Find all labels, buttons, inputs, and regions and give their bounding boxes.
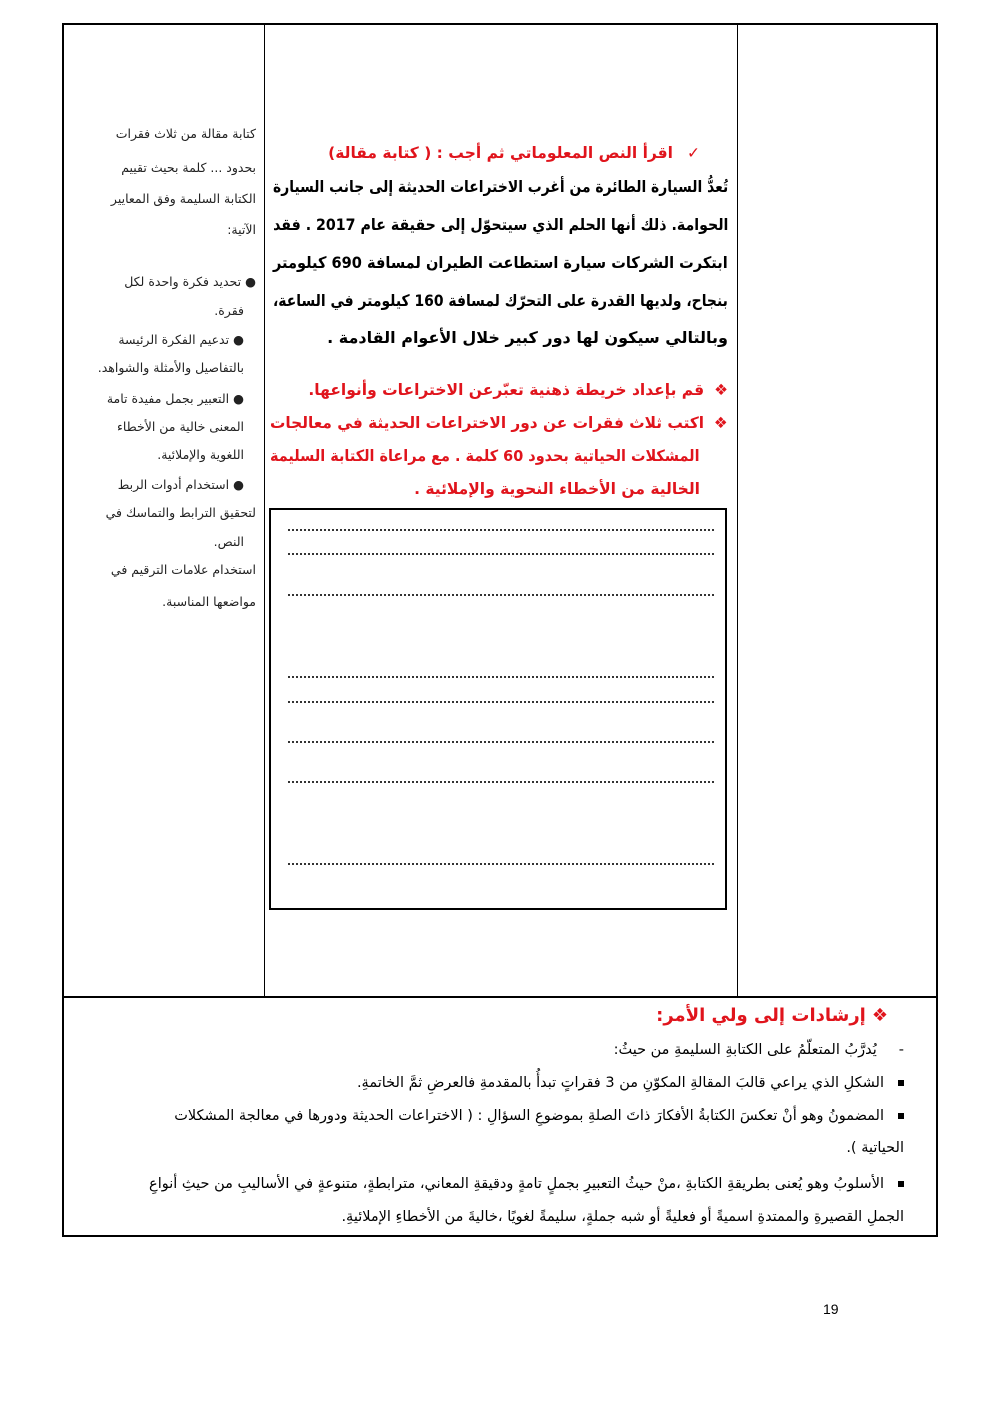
instruction-text: اكتب ثلاث فقرات عن دور الاختراعات الحديثة في معالجات	[270, 414, 705, 432]
passage-line: الحوامة. ذلك أنها الحلم الذي سيتحوّل إلى حقيقة عام 2017 . فقد	[272, 215, 728, 234]
guidance-item-text: المضمونُ وهو أنْ تعكسَ الكتابةُ الأفكارَ ذاتَ الصلةِ بموضوعِ السؤالِ : ( الاختراعات الحديثة ودورها في معالجة المشكلات	[174, 1108, 884, 1124]
instruction-mind-map	[308, 381, 728, 399]
criteria-text: التعبير بجمل مفيدة تامة	[106, 391, 230, 406]
diamond-bullet-icon: ❖	[714, 381, 728, 399]
criteria-bullet: ● التعبير بجمل مفيدة تامة	[106, 391, 244, 406]
answer-line[interactable]	[288, 701, 714, 703]
guidance-item	[174, 1108, 904, 1124]
answer-line[interactable]	[288, 594, 714, 596]
square-bullet-icon	[898, 1181, 904, 1187]
guidance-title	[656, 1005, 888, 1026]
criteria-text: فقرة.	[214, 303, 244, 318]
diamond-bullet-icon: ❖	[714, 414, 728, 432]
passage-line: وبالتالي سيكون لها دور كبير خلال الأعوام القادمة .	[327, 328, 728, 347]
guidance-item	[149, 1176, 904, 1192]
criteria-text: مواضعها المناسبة.	[162, 594, 256, 609]
instruction-text: قم بإعداد خريطة ذهنية تعبّرعن الاختراعات وأنواعها.	[308, 381, 705, 399]
criteria-text: لتحقيق الترابط والتماسك في	[105, 505, 256, 520]
criteria-text: استخدام أدوات الربط	[117, 477, 230, 492]
answer-line[interactable]	[288, 781, 714, 783]
instruction-text: الخالية من الأخطاء النحوية والإملائية .	[414, 480, 700, 498]
guidance-title-text: إرشادات إلى ولي الأمر:	[656, 1005, 866, 1026]
criteria-text: المعنى خالية من الأخطاء	[117, 419, 244, 434]
criteria-bullet: ● تحديد فكرة واحدة لكل	[124, 274, 256, 289]
criteria-text: تحديد فكرة واحدة لكل	[124, 274, 242, 289]
criteria-bullet: ● استخدام أدوات الربط	[117, 477, 244, 492]
guidance-item-text: الشكلِ الذي يراعي قالبَ المقالةِ المكوّنِ من 3 فقراتٍ تبدأُ بالمقدمةِ فالعرضِ ثمَّ الخاتمةِ.	[356, 1075, 884, 1091]
guidance-item-text: الجملِ القصيرةِ والممتدةِ اسميةً أو فعليةً أو شبه جملةٍ، سليمةً لغويًا ،خاليةَ من الأخطاءِ الإملائيةِ.	[341, 1209, 904, 1225]
criteria-bullet: ● تدعيم الفكرة الرئيسة	[118, 332, 244, 347]
answer-line[interactable]	[288, 553, 714, 555]
guidance-intro-text: يُدرَّبُ المتعلّمُ على الكتابةِ السليمةِ من حيثُ:	[613, 1042, 877, 1058]
column-divider	[264, 23, 265, 997]
guidance-item	[357, 1075, 904, 1091]
task-heading	[328, 144, 700, 162]
passage-line: ابتكرت الشركات سيارة استطاعت الطيران لمسافة 690 كيلومتر	[273, 253, 728, 272]
instruction-text: المشكلات الحياتية بحدود 60 كلمة . مع مراعاة الكتابة السليمة	[270, 447, 700, 465]
answer-line[interactable]	[288, 741, 714, 743]
passage-line: بنجاح، ولديها القدرة على التحرّك لمسافة 160 كيلومتر في الساعة،	[273, 291, 728, 310]
criteria-intro: الكتابة السليمة وفق المعايير	[110, 191, 256, 206]
passage-line: تُعدُّ السيارة الطائرة من أغرب الاختراعات الحديثة إلى جانب السيارة	[272, 177, 728, 196]
criteria-text: استخدام علامات الترقيم في	[110, 562, 256, 577]
criteria-text: اللغوية والإملائية.	[157, 447, 244, 462]
square-bullet-icon	[898, 1113, 904, 1119]
criteria-text: النص.	[213, 534, 244, 549]
page-number: 19	[823, 1301, 839, 1317]
criteria-text: بالتفاصيل والأمثلة والشواهد.	[97, 360, 244, 375]
criteria-intro: الآتية:	[227, 222, 256, 237]
criteria-intro: كتابة مقالة من ثلاث فقرات	[115, 126, 256, 141]
criteria-intro: بحدود ... كلمة بحيث تقييم	[121, 160, 256, 175]
answer-line[interactable]	[288, 676, 714, 678]
answer-line[interactable]	[288, 863, 714, 865]
row-divider	[62, 996, 938, 998]
guidance-item-text: الحياتية ).	[846, 1140, 904, 1156]
criteria-text: تدعيم الفكرة الرئيسة	[118, 332, 230, 347]
guidance-intro: -يُدرَّبُ المتعلّمُ على الكتابةِ السليمةِ من حيثُ:	[613, 1042, 904, 1058]
checkmark-icon: ✓	[687, 144, 700, 162]
instruction-write	[270, 414, 728, 432]
column-divider	[737, 23, 738, 997]
guidance-item-text: الأسلوبُ وهو يُعنى بطريقةِ الكتابةِ ،منْ حيثُ التعبيرِ بجملٍ تامةٍ ودقيقةِ المعاني، مترابطةٍ، متنوعةٍ في الأساليبِ من حيثِ أنواعِ	[149, 1176, 884, 1192]
answer-box[interactable]	[269, 508, 727, 910]
answer-line[interactable]	[288, 529, 714, 531]
diamond-bullet-icon: ❖	[871, 1005, 888, 1026]
square-bullet-icon	[898, 1080, 904, 1086]
task-heading-text: اقرأ النص المعلوماتي ثم أجب : ( كتابة مقالة)	[328, 144, 673, 162]
